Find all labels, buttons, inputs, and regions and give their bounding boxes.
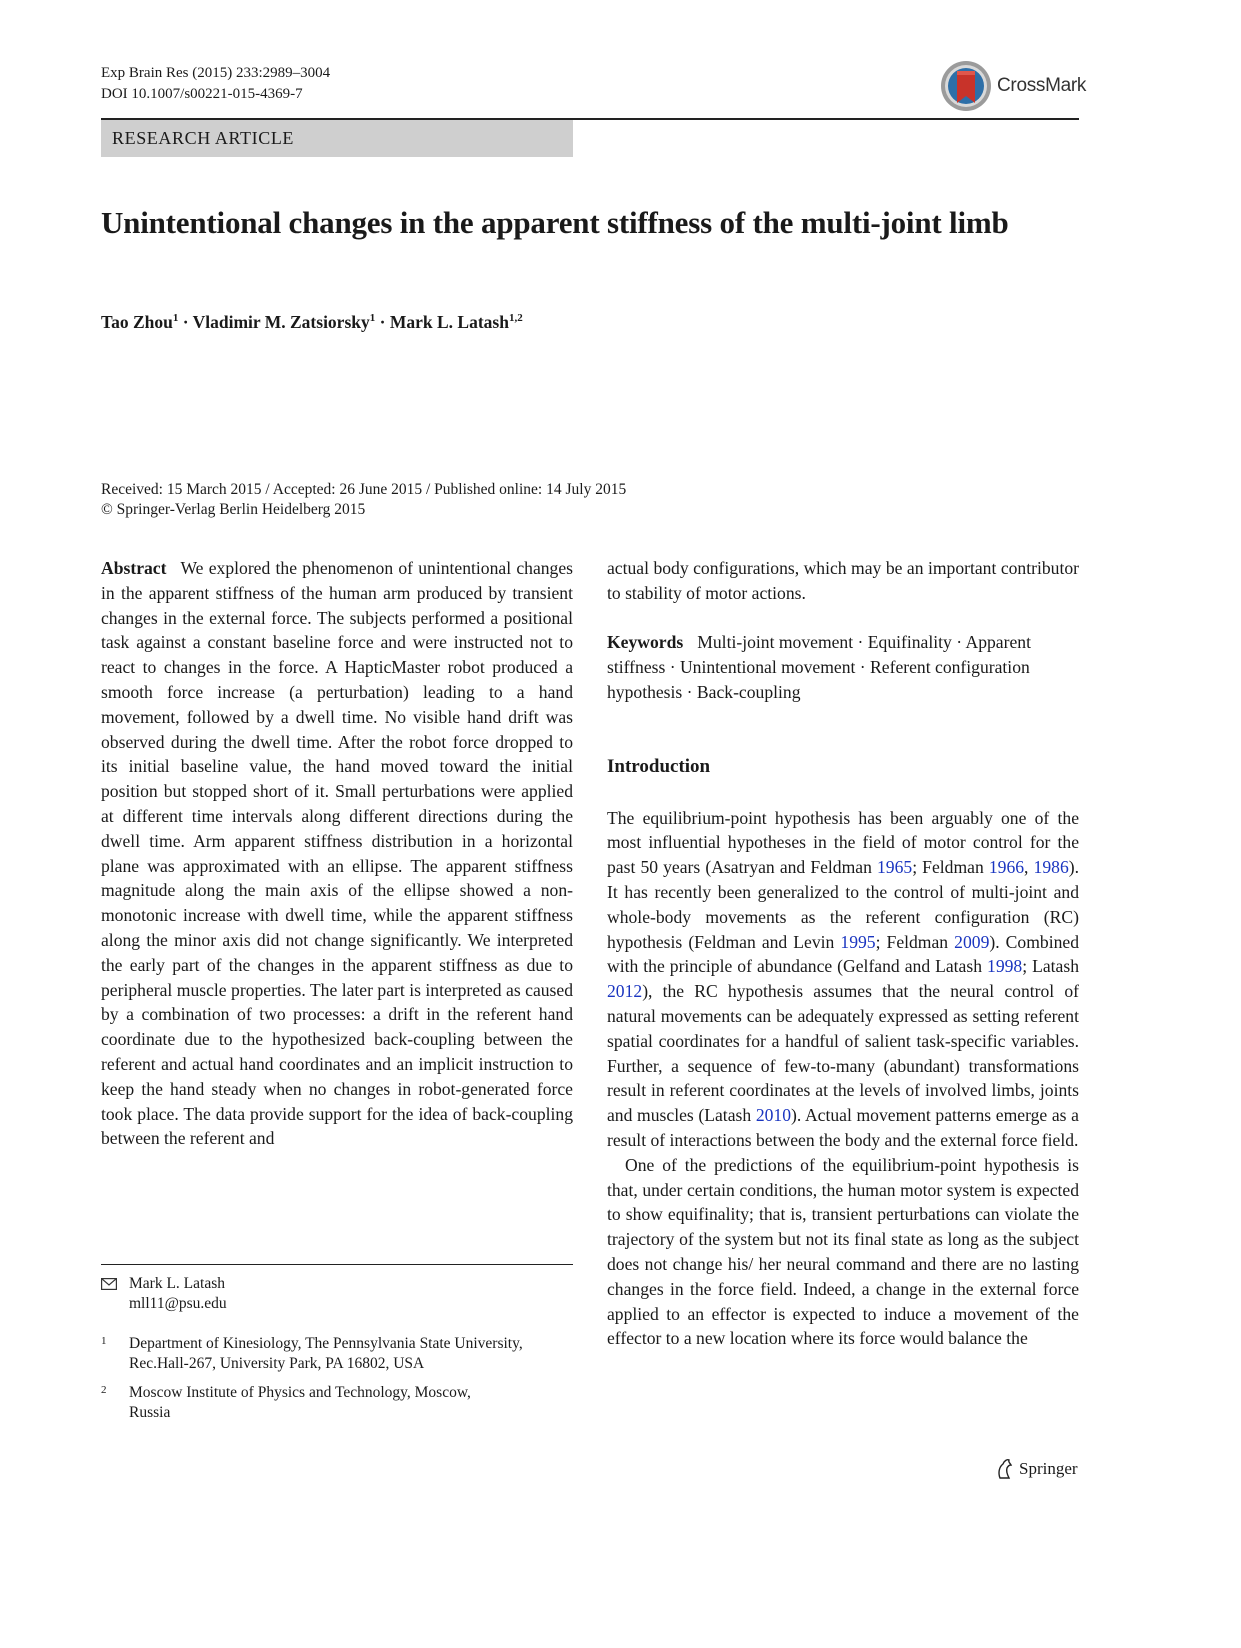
article-history: [101, 480, 626, 520]
citation-link[interactable]: 1986: [1033, 857, 1069, 878]
introduction-paragraph-2: One of the predictions of the equilibrium-point hypothesis is that, under certain conditions, the human motor system is expected to show equifinality; that is, transient perturbations can violate the trajectory of the system but not its final state as long as the subject does not change his/ her neural command and there are no lasting changes in the force field. Indeed, a change in the external force applied to an effector is expected to induce a movement of the effector to a new location where its force would balance the: [607, 1154, 1079, 1349]
paragraph-text: ; Latash: [1022, 956, 1079, 977]
footnote-rule: [101, 1264, 573, 1265]
citation-link[interactable]: 1966: [988, 857, 1025, 878]
affiliation-text: Department of Kinesiology, The Pennsylvania State University, Rec.Hall-267, University Park, PA 16802, USA: [129, 1335, 523, 1372]
paragraph-text: The equilibrium-point hypothesis has been arguably one of the most influential hypotheses in the field of motor control for the past 50 years (Asatryan and Feldman: [607, 807, 1079, 878]
author-list: [101, 312, 523, 333]
article-title: Unintentional changes in the apparent stiffness of the multi-joint limb: [101, 205, 1009, 240]
abstract-continued: actual body configurations, which may be an important contributor to stability of motor actions.: [607, 558, 1079, 603]
author-separator: ·: [178, 312, 193, 332]
correspondence-email[interactable]: mll11@psu.edu: [129, 1294, 227, 1312]
author-name[interactable]: Mark L. Latash: [389, 312, 509, 332]
doi: DOI 10.1007/s00221-015-4369-7: [101, 86, 303, 102]
citation-link[interactable]: 1995: [840, 931, 876, 952]
author-affiliation-mark: 1: [172, 312, 179, 325]
paragraph-text: ). Actual movement patterns emerge as a result of interactions between the body and the external force field.: [607, 1105, 1079, 1150]
copyright-line: © Springer-Verlag Berlin Heidelberg 2015: [101, 501, 366, 518]
right-column: [607, 556, 1079, 1351]
author-name[interactable]: Tao Zhou: [101, 312, 173, 332]
paragraph-text: ), the RC hypothesis assumes that the neural control of natural movements can be adequately expressed as setting referent spatial coordinates for a handful of salient task-specific variables. Further, a sequence of few-to-many (abundant) transformations result in referent coordinates at the levels of involved limbs, joints and muscles (Latash: [607, 981, 1079, 1126]
affiliation: [101, 1383, 509, 1422]
paragraph-text: ; Feldman: [875, 931, 955, 952]
citation-link[interactable]: 1965: [877, 857, 913, 878]
affiliation-text: Moscow Institute of Physics and Technology, Moscow, Russia: [129, 1384, 471, 1421]
author-affiliation-mark: 1,2: [508, 312, 523, 325]
crossmark-logo-icon: [940, 60, 992, 112]
citation-link[interactable]: 2010: [755, 1105, 791, 1126]
introduction-paragraph-1: [607, 806, 1079, 1153]
paragraph-text: ). It has recently been generalized to the control of multi-joint and whole-body movements as the referent configuration (RC) hypothesis (Feldman and Levin: [607, 857, 1079, 952]
keywords-text: Multi-joint movement · Equifinality · Apparent stiffness · Unintentional movement · Referent configuration hypothesis · Back-coupling: [607, 632, 1031, 702]
citation-link[interactable]: 2009: [954, 931, 990, 952]
author-separator: ·: [375, 312, 390, 332]
left-column: [101, 556, 573, 1151]
introduction-heading: Introduction: [607, 755, 711, 777]
author-affiliation-mark: 1: [369, 312, 376, 325]
affiliation-number: 1: [101, 1335, 107, 1347]
affiliation-number: 2: [101, 1384, 107, 1396]
paragraph-text: ; Feldman: [912, 857, 989, 878]
citation-link[interactable]: 1998: [987, 956, 1023, 977]
publisher-name: Springer: [1019, 1459, 1078, 1478]
history-dates: Received: 15 March 2015 / Accepted: 26 June 2015 / Published online: 14 July 2015: [101, 481, 627, 498]
envelope-icon: [101, 1278, 117, 1290]
abstract: [101, 556, 573, 1151]
journal-info: [101, 63, 330, 105]
article-type-band: RESEARCH ARTICLE: [101, 120, 573, 157]
corresponding-author: [101, 1274, 227, 1313]
springer-horse-icon: [995, 1458, 1015, 1480]
paragraph-text: ). Combined with the principle of abundance (Gelfand and Latash: [607, 931, 1079, 977]
journal-citation: Exp Brain Res (2015) 233:2989–3004: [101, 65, 331, 81]
citation-link[interactable]: 2012: [607, 981, 643, 1002]
affiliation: [101, 1334, 573, 1373]
correspondence-name: Mark L. Latash: [129, 1275, 225, 1292]
keywords: [607, 630, 1079, 704]
author-name[interactable]: Vladimir M. Zatsiorsky: [192, 312, 370, 332]
crossmark-badge[interactable]: [940, 60, 1086, 112]
paragraph-text: ,: [1024, 857, 1034, 878]
keywords-heading: Keywords: [607, 632, 684, 653]
crossmark-label: CrossMark: [997, 75, 1087, 96]
abstract-heading: Abstract: [101, 558, 167, 578]
springer-logo: [995, 1458, 1078, 1480]
abstract-text: We explored the phenomenon of unintentional changes in the apparent stiffness of the human arm produced by transient changes in the external force. The subjects performed a positional task against a constant baseline force and were instructed not to react to changes in the force. A HapticMaster robot produced a smooth force increase (a perturbation) leading to a hand movement, followed by a dwell time. No visible hand drift was observed during the dwell time. After the robot force dropped to its initial baseline value, the hand moved toward the initial position but stopped short of it. Small perturbations were applied at different time intervals along different directions during the dwell time. Arm apparent stiffness distribution in a horizontal plane was approximated with an ellipse. The apparent stiffness magnitude along the main axis of the ellipse showed a non-monotonic increase with dwell time, while the apparent stiffness along the minor axis did not change significantly. We interpreted the early part of the changes in the apparent stiffness as due to peripheral muscle properties. The later part is interpreted as caused by a combination of two processes: a drift in the referent hand coordinate due to the hypothesized back-coupling between the referent and actual hand coordinates and an implicit instruction to keep the hand steady when no changes in robot-generated force took place. The data provide support for the idea of back-coupling between the referent and: [101, 558, 573, 1149]
